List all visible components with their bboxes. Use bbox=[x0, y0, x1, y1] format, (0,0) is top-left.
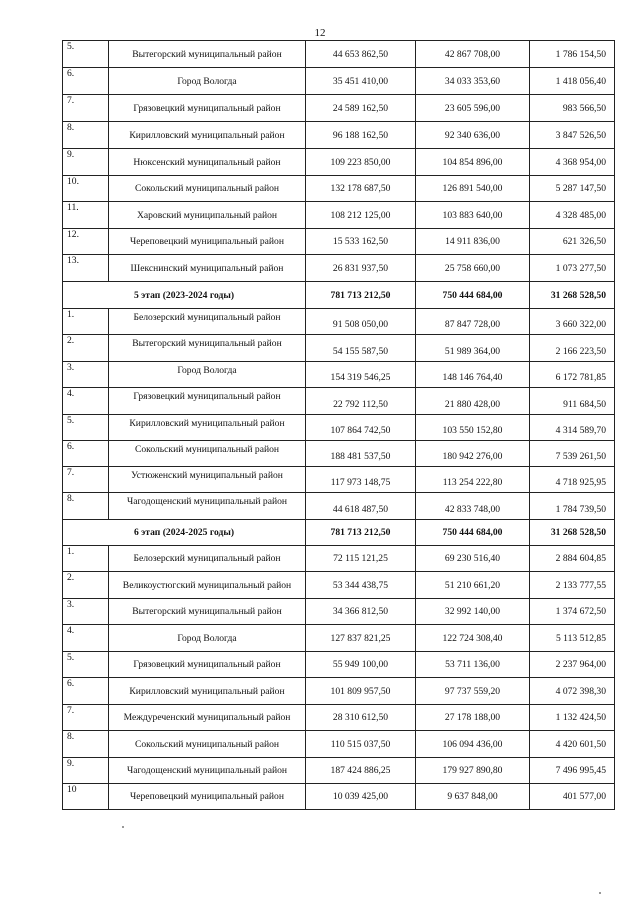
district-name: Город Вологда bbox=[109, 625, 306, 652]
amount-total: 188 481 537,50 bbox=[306, 441, 416, 467]
district-name: Город Вологда bbox=[109, 362, 306, 388]
row-number: 11. bbox=[63, 202, 109, 229]
amount-total: 34 366 812,50 bbox=[306, 599, 416, 625]
amount-federal: 106 094 436,00 bbox=[416, 731, 530, 758]
stage-total: 781 713 212,50 bbox=[306, 282, 416, 309]
funding-table-body bbox=[63, 41, 615, 810]
table-row bbox=[63, 467, 615, 493]
amount-federal: 14 911 836,00 bbox=[416, 229, 530, 255]
amount-regional: 401 577,00 bbox=[530, 784, 615, 810]
amount-regional: 911 684,50 bbox=[530, 388, 615, 415]
amount-total: 28 310 612,50 bbox=[306, 705, 416, 731]
table-row bbox=[63, 572, 615, 599]
stage-federal: 750 444 684,00 bbox=[416, 520, 530, 546]
stage-title: 5 этап (2023-2024 годы) bbox=[63, 282, 306, 309]
district-name: Кирилловский муниципальный район bbox=[109, 678, 306, 705]
amount-federal: 113 254 222,80 bbox=[416, 467, 530, 493]
amount-regional: 983 566,50 bbox=[530, 95, 615, 122]
amount-total: 44 618 487,50 bbox=[306, 493, 416, 520]
row-number: 2. bbox=[63, 335, 109, 362]
district-name: Белозерский муниципальный район bbox=[109, 309, 306, 335]
scan-speck bbox=[599, 892, 601, 894]
amount-regional: 1 786 154,50 bbox=[530, 41, 615, 68]
table-row bbox=[63, 388, 615, 415]
amount-regional: 4 328 485,00 bbox=[530, 202, 615, 229]
stage-row bbox=[63, 520, 615, 546]
row-number: 7. bbox=[63, 95, 109, 122]
district-name: Кирилловский муниципальный район bbox=[109, 122, 306, 149]
amount-federal: 103 550 152,80 bbox=[416, 415, 530, 441]
amount-federal: 42 867 708,00 bbox=[416, 41, 530, 68]
district-name: Чагодощенский муниципальный район bbox=[109, 493, 306, 520]
stage-regional: 31 268 528,50 bbox=[530, 520, 615, 546]
district-name: Сокольский муниципальный район bbox=[109, 731, 306, 758]
amount-total: 15 533 162,50 bbox=[306, 229, 416, 255]
table-row bbox=[63, 335, 615, 362]
row-number: 10. bbox=[63, 176, 109, 202]
row-number: 5. bbox=[63, 41, 109, 68]
district-name: Вытегорский муниципальный район bbox=[109, 41, 306, 68]
amount-regional: 5 287 147,50 bbox=[530, 176, 615, 202]
amount-federal: 69 230 516,40 bbox=[416, 546, 530, 572]
district-name: Шекснинский муниципальный район bbox=[109, 255, 306, 282]
district-name: Устюженский муниципальный район bbox=[109, 467, 306, 493]
district-name: Харовский муниципальный район bbox=[109, 202, 306, 229]
amount-federal: 9 637 848,00 bbox=[416, 784, 530, 810]
amount-regional: 1 132 424,50 bbox=[530, 705, 615, 731]
amount-total: 26 831 937,50 bbox=[306, 255, 416, 282]
amount-regional: 2 237 964,00 bbox=[530, 652, 615, 678]
stage-title: 6 этап (2024-2025 годы) bbox=[63, 520, 306, 546]
row-number: 6. bbox=[63, 678, 109, 705]
amount-federal: 23 605 596,00 bbox=[416, 95, 530, 122]
amount-regional: 7 496 995,45 bbox=[530, 758, 615, 784]
amount-federal: 126 891 540,00 bbox=[416, 176, 530, 202]
row-number: 6. bbox=[63, 68, 109, 95]
amount-total: 154 319 546,25 bbox=[306, 362, 416, 388]
row-number: 5. bbox=[63, 415, 109, 441]
row-number: 8. bbox=[63, 493, 109, 520]
district-name: Чагодощенский муниципальный район bbox=[109, 758, 306, 784]
amount-regional: 6 172 781,85 bbox=[530, 362, 615, 388]
row-number: 4. bbox=[63, 388, 109, 415]
amount-regional: 1 374 672,50 bbox=[530, 599, 615, 625]
row-number: 1. bbox=[63, 546, 109, 572]
table-row bbox=[63, 202, 615, 229]
table-row bbox=[63, 784, 615, 810]
amount-total: 109 223 850,00 bbox=[306, 149, 416, 176]
amount-total: 44 653 862,50 bbox=[306, 41, 416, 68]
district-name: Междуреченский муниципальный район bbox=[109, 705, 306, 731]
amount-federal: 148 146 764,40 bbox=[416, 362, 530, 388]
amount-regional: 1 418 056,40 bbox=[530, 68, 615, 95]
table-row bbox=[63, 493, 615, 520]
amount-federal: 97 737 559,20 bbox=[416, 678, 530, 705]
amount-regional: 7 539 261,50 bbox=[530, 441, 615, 467]
district-name: Сокольский муниципальный район bbox=[109, 441, 306, 467]
row-number: 3. bbox=[63, 599, 109, 625]
table-row bbox=[63, 176, 615, 202]
amount-regional: 1 784 739,50 bbox=[530, 493, 615, 520]
amount-total: 107 864 742,50 bbox=[306, 415, 416, 441]
row-number: 9. bbox=[63, 149, 109, 176]
amount-total: 55 949 100,00 bbox=[306, 652, 416, 678]
table-row bbox=[63, 362, 615, 388]
row-number: 2. bbox=[63, 572, 109, 599]
amount-federal: 42 833 748,00 bbox=[416, 493, 530, 520]
table-row bbox=[63, 758, 615, 784]
row-number: 8. bbox=[63, 731, 109, 758]
funding-table bbox=[62, 40, 615, 810]
amount-regional: 3 660 322,00 bbox=[530, 309, 615, 335]
district-name: Кирилловский муниципальный район bbox=[109, 415, 306, 441]
table-row bbox=[63, 41, 615, 68]
district-name: Вытегорский муниципальный район bbox=[109, 335, 306, 362]
amount-regional: 2 166 223,50 bbox=[530, 335, 615, 362]
amount-total: 91 508 050,00 bbox=[306, 309, 416, 335]
table-row bbox=[63, 599, 615, 625]
row-number: 8. bbox=[63, 122, 109, 149]
table-row bbox=[63, 68, 615, 95]
table-row bbox=[63, 731, 615, 758]
district-name: Грязовецкий муниципальный район bbox=[109, 652, 306, 678]
amount-federal: 103 883 640,00 bbox=[416, 202, 530, 229]
amount-federal: 51 989 364,00 bbox=[416, 335, 530, 362]
amount-total: 22 792 112,50 bbox=[306, 388, 416, 415]
amount-regional: 3 847 526,50 bbox=[530, 122, 615, 149]
row-number: 5. bbox=[63, 652, 109, 678]
row-number: 13. bbox=[63, 255, 109, 282]
amount-regional: 5 113 512,85 bbox=[530, 625, 615, 652]
amount-regional: 2 133 777,55 bbox=[530, 572, 615, 599]
amount-total: 54 155 587,50 bbox=[306, 335, 416, 362]
table-row bbox=[63, 229, 615, 255]
table-row bbox=[63, 309, 615, 335]
table-row bbox=[63, 705, 615, 731]
district-name: Город Вологда bbox=[109, 68, 306, 95]
district-name: Череповецкий муниципальный район bbox=[109, 784, 306, 810]
table-row bbox=[63, 95, 615, 122]
scan-speck bbox=[122, 826, 124, 828]
amount-total: 132 178 687,50 bbox=[306, 176, 416, 202]
row-number: 3. bbox=[63, 362, 109, 388]
table-row bbox=[63, 652, 615, 678]
amount-regional: 4 368 954,00 bbox=[530, 149, 615, 176]
amount-total: 117 973 148,75 bbox=[306, 467, 416, 493]
amount-total: 108 212 125,00 bbox=[306, 202, 416, 229]
amount-federal: 51 210 661,20 bbox=[416, 572, 530, 599]
amount-federal: 27 178 188,00 bbox=[416, 705, 530, 731]
amount-regional: 2 884 604,85 bbox=[530, 546, 615, 572]
district-name: Белозерский муниципальный район bbox=[109, 546, 306, 572]
table-row bbox=[63, 415, 615, 441]
amount-total: 187 424 886,25 bbox=[306, 758, 416, 784]
district-name: Череповецкий муниципальный район bbox=[109, 229, 306, 255]
amount-federal: 104 854 896,00 bbox=[416, 149, 530, 176]
table-row bbox=[63, 678, 615, 705]
amount-total: 72 115 121,25 bbox=[306, 546, 416, 572]
table-row bbox=[63, 122, 615, 149]
district-name: Грязовецкий муниципальный район bbox=[109, 95, 306, 122]
amount-regional: 4 420 601,50 bbox=[530, 731, 615, 758]
amount-total: 24 589 162,50 bbox=[306, 95, 416, 122]
district-name: Нюксенский муниципальный район bbox=[109, 149, 306, 176]
district-name: Грязовецкий муниципальный район bbox=[109, 388, 306, 415]
amount-federal: 87 847 728,00 bbox=[416, 309, 530, 335]
amount-federal: 53 711 136,00 bbox=[416, 652, 530, 678]
amount-total: 53 344 438,75 bbox=[306, 572, 416, 599]
amount-regional: 1 073 277,50 bbox=[530, 255, 615, 282]
amount-regional: 621 326,50 bbox=[530, 229, 615, 255]
stage-row bbox=[63, 282, 615, 309]
amount-federal: 179 927 890,80 bbox=[416, 758, 530, 784]
district-name: Вытегорский муниципальный район bbox=[109, 599, 306, 625]
row-number: 7. bbox=[63, 467, 109, 493]
amount-total: 110 515 037,50 bbox=[306, 731, 416, 758]
amount-federal: 122 724 308,40 bbox=[416, 625, 530, 652]
row-number: 1. bbox=[63, 309, 109, 335]
table-row bbox=[63, 255, 615, 282]
amount-federal: 32 992 140,00 bbox=[416, 599, 530, 625]
table-row bbox=[63, 441, 615, 467]
page-number: 12 bbox=[314, 27, 326, 39]
row-number: 9. bbox=[63, 758, 109, 784]
row-number: 10 bbox=[63, 784, 109, 810]
amount-federal: 92 340 636,00 bbox=[416, 122, 530, 149]
district-name: Сокольский муниципальный район bbox=[109, 176, 306, 202]
row-number: 6. bbox=[63, 441, 109, 467]
amount-federal: 180 942 276,00 bbox=[416, 441, 530, 467]
amount-total: 101 809 957,50 bbox=[306, 678, 416, 705]
table-row bbox=[63, 149, 615, 176]
stage-federal: 750 444 684,00 bbox=[416, 282, 530, 309]
amount-total: 127 837 821,25 bbox=[306, 625, 416, 652]
row-number: 4. bbox=[63, 625, 109, 652]
row-number: 12. bbox=[63, 229, 109, 255]
district-name: Великоустюгский муниципальный район bbox=[109, 572, 306, 599]
amount-regional: 4 314 589,70 bbox=[530, 415, 615, 441]
amount-federal: 25 758 660,00 bbox=[416, 255, 530, 282]
stage-regional: 31 268 528,50 bbox=[530, 282, 615, 309]
stage-total: 781 713 212,50 bbox=[306, 520, 416, 546]
amount-regional: 4 072 398,30 bbox=[530, 678, 615, 705]
amount-federal: 21 880 428,00 bbox=[416, 388, 530, 415]
row-number: 7. bbox=[63, 705, 109, 731]
amount-total: 96 188 162,50 bbox=[306, 122, 416, 149]
table-row bbox=[63, 625, 615, 652]
table-row bbox=[63, 546, 615, 572]
amount-total: 10 039 425,00 bbox=[306, 784, 416, 810]
amount-total: 35 451 410,00 bbox=[306, 68, 416, 95]
amount-federal: 34 033 353,60 bbox=[416, 68, 530, 95]
amount-regional: 4 718 925,95 bbox=[530, 467, 615, 493]
